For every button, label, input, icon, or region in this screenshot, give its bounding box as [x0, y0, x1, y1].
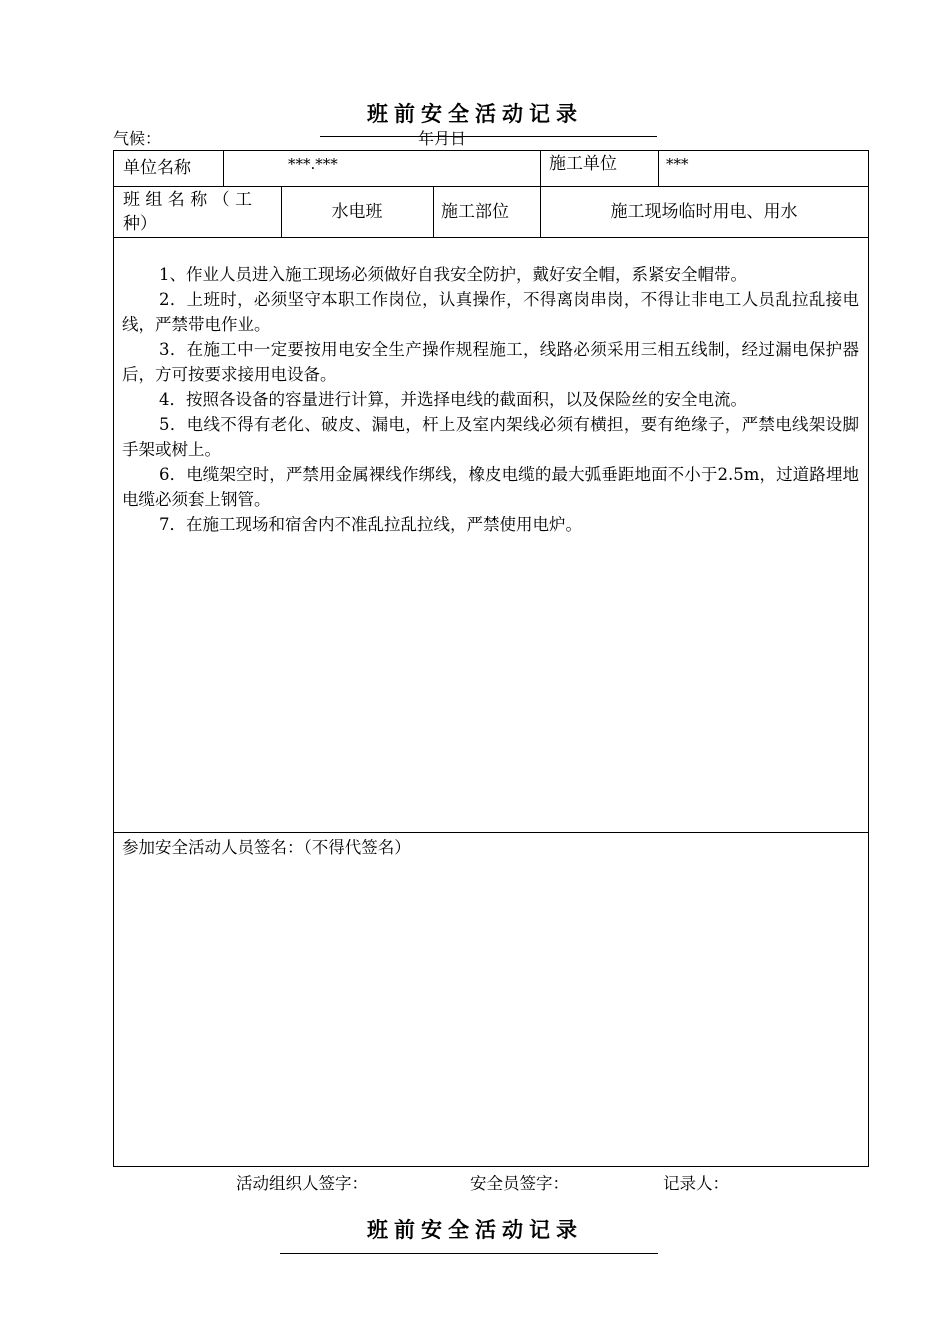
weather-label: 气候：: [113, 129, 162, 148]
signature-label: 参加安全活动人员签名：（不得代签名）: [122, 838, 411, 857]
date-underline: [320, 136, 657, 137]
construction-part-value: 施工现场临时用电、用水: [610, 202, 798, 222]
content-item: 1、作业人员进入施工现场必须做好自我安全防护，戴好安全帽，系紧安全帽带。: [159, 265, 747, 284]
team-name-label-line1: 班 组 名 称 （ 工: [123, 190, 253, 210]
content-item: 4．按照各设备的容量进行计算，并选择电线的截面积，以及保险丝的安全电流。: [159, 390, 747, 409]
team-name-label: [123, 188, 252, 236]
content-item: 2．上班时，必须坚守本职工作岗位，认真操作，不得离岗串岗，不得让非电工人员乱拉乱接电线，严禁带电作业。: [122, 290, 859, 334]
organizer-signature-label: 活动组织人签字：: [236, 1174, 368, 1193]
construction-unit-label: 施工单位: [549, 154, 617, 174]
second-page-title: 班前安全活动记录: [367, 1217, 583, 1242]
unit-name-label: 单位名称: [123, 158, 191, 178]
team-name-label-line2: 种）: [123, 214, 157, 234]
unit-name-value: ***.***: [288, 155, 338, 173]
second-title-underline: [280, 1253, 658, 1254]
safety-content: [122, 262, 859, 537]
construction-unit-value: ***: [666, 155, 689, 173]
recorder-label: 记录人：: [663, 1174, 729, 1193]
team-name-value: 水电班: [331, 202, 383, 222]
construction-part-label: 施工部位: [441, 202, 509, 222]
content-item: 7．在施工现场和宿舍内不准乱拉乱拉线，严禁使用电炉。: [159, 515, 582, 534]
content-item: 5．电线不得有老化、破皮、漏电，杆上及室内架线必须有横担，要有绝缘子，严禁电线架设脚手架或树上。: [122, 415, 859, 459]
page-title: 班前安全活动记录: [367, 101, 583, 126]
content-item: 6．电缆架空时，严禁用金属裸线作绑线，橡皮电缆的最大弧垂距地面不小于2.5m，过道路埋地电缆必须套上钢管。: [122, 465, 859, 509]
date-label: 年月日: [418, 129, 467, 148]
safety-officer-signature-label: 安全员签字：: [470, 1174, 569, 1193]
content-item: 3．在施工中一定要按用电安全生产操作规程施工，线路必须采用三相五线制，经过漏电保护器后，方可按要求接用电设备。: [122, 340, 859, 384]
